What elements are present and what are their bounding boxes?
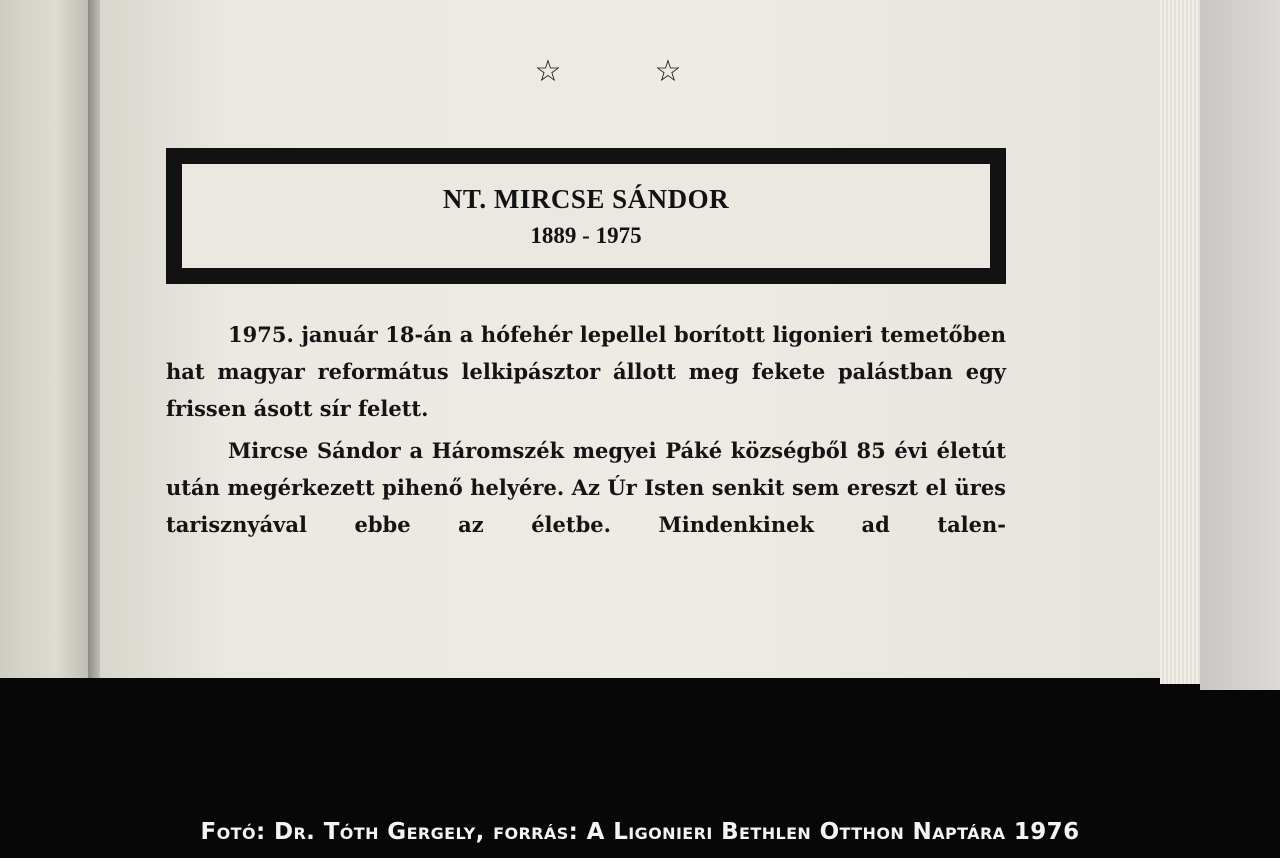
page-edges (1160, 0, 1200, 684)
left-page (0, 0, 92, 678)
article-body (166, 316, 1006, 548)
title-panel (182, 164, 990, 268)
paragraph: 1975. január 18-án a hófehér lepellel borított ligonieri temetőben hat magyar református lelkipásztor állott meg fekete palástban egy frissen ásott sír felett. (166, 322, 1006, 421)
photo-credit: Fotó: Dr. Tóth Gergely, forrás: A Ligonieri Bethlen Otthon Naptára 1976 (200, 819, 1080, 845)
book-page (100, 0, 1160, 678)
title-frame (166, 148, 1006, 284)
paragraph: Mircse Sándor a Háromszék megyei Páké községből 85 évi életút után megérkezett pihenő helyére. Az Úr Isten senkit sem ereszt el üres tarisznyával ebbe az életbe. Mindenkinek ad talen- (166, 438, 1006, 537)
star-icon: ☆ (654, 54, 682, 89)
star-ornament (528, 52, 688, 92)
background-right (1200, 0, 1280, 690)
page-title: NT. MIRCSE SÁNDOR (442, 183, 730, 214)
star-icon: ☆ (534, 54, 562, 89)
life-years: 1889 - 1975 (530, 222, 642, 248)
